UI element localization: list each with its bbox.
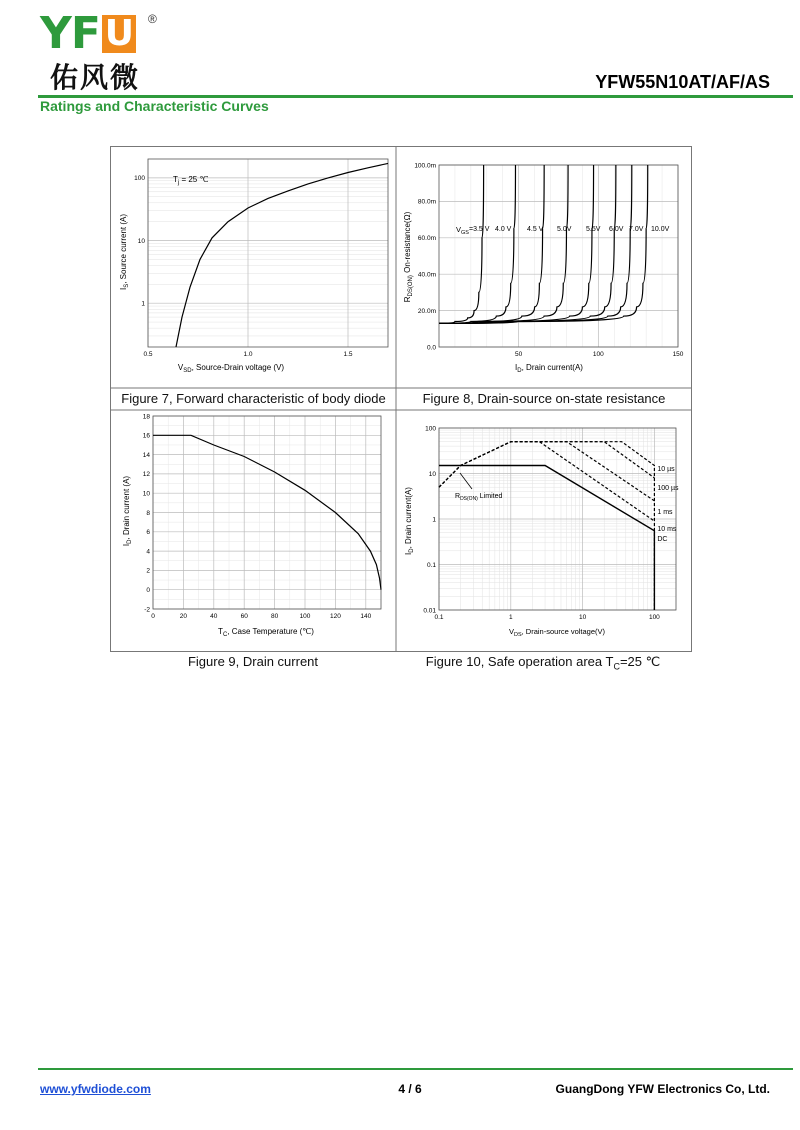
x-tick-label: 50 [515, 351, 523, 358]
x-tick-label: 0 [151, 613, 155, 620]
series-label: 5.5V [586, 226, 601, 233]
fig8-ylabel: $R_{DS(ON)}$ On-resistance(Ω) [403, 211, 414, 303]
x-tick-label: 10 [578, 614, 587, 621]
series-line-0 [176, 163, 388, 347]
fig9-ylabel: $I_D$, Drain current (A) [122, 475, 133, 547]
y-tick-label: 18 [142, 413, 150, 421]
x-tick-label: 100 [592, 351, 604, 358]
y-tick-label: 10 [137, 237, 145, 245]
page-number: 4 / 6 [398, 1082, 422, 1096]
fig7-xlabel: $V_{SD}$, Source-Drain voltage (V) [177, 363, 285, 374]
y-tick-label: 1 [432, 516, 436, 524]
series-line-3 [439, 442, 654, 521]
x-tick-label: 1.0 [243, 351, 253, 358]
series-label: 6.0V [609, 226, 624, 233]
fig10-ylabel: $I_D$, Drain current(A) [404, 487, 415, 555]
series-label: 10 ms [657, 526, 677, 533]
series-label: 5.0V [557, 226, 572, 233]
series-line-7 [439, 165, 648, 323]
x-tick-label: 40 [210, 613, 218, 620]
series-line-2 [439, 442, 654, 501]
figure-9-caption: Figure 9, Drain current [187, 654, 319, 669]
series-label: 10.0V [651, 226, 670, 233]
series-line-1 [439, 165, 515, 323]
series-label: 4.0 V [495, 226, 512, 233]
section-title: Ratings and Characteristic Curves [40, 98, 269, 114]
y-tick-label: 100.0m [414, 162, 436, 170]
figure-7-caption: Figure 7, Forward characteristic of body diode [121, 391, 386, 406]
x-tick-label: 20 [179, 613, 188, 620]
y-tick-label: 16 [142, 432, 150, 440]
series-line-3 [439, 165, 568, 323]
x-tick-label: 0.1 [434, 614, 444, 621]
company-logo [40, 8, 170, 94]
fig10-xlabel: $V_{DS}$, Drain-source voltage(V) [508, 627, 606, 638]
logo-wordmark [40, 8, 136, 59]
x-tick-label: 140 [360, 613, 372, 620]
company-name: GuangDong YFW Electronics Co, Ltd. [555, 1082, 770, 1096]
figure-9-chart [111, 411, 401, 663]
fig9-xlabel: $T_C$, Case Temperature (℃) [218, 627, 314, 638]
fig10-caption-text: Figure 10, Safe operation area T [425, 654, 614, 669]
footer-divider [38, 1068, 793, 1070]
series-label: 10 µs [657, 466, 675, 473]
series-label: DC [657, 536, 668, 543]
y-tick-label: 10 [428, 470, 436, 478]
figure-10-chart [397, 411, 687, 663]
y-tick-label: 1 [141, 300, 145, 308]
logo-letter-u: U [102, 15, 136, 53]
series-label: 1 ms [657, 509, 673, 516]
x-tick-label: 120 [329, 613, 341, 620]
y-tick-label: 8 [146, 509, 150, 517]
y-tick-label: -2 [144, 606, 150, 614]
figure-10-caption [396, 654, 690, 672]
series-line-6 [439, 165, 632, 323]
series-line-0 [439, 165, 484, 323]
plot-frame [148, 159, 388, 347]
series-label: =3.5 V [469, 226, 490, 233]
x-tick-label: 100 [648, 614, 660, 621]
series-line-5 [439, 165, 616, 323]
y-tick-label: 4 [146, 548, 150, 556]
registered-mark: ® [148, 12, 157, 26]
figures-grid [110, 146, 692, 652]
y-tick-label: 100 [425, 425, 436, 433]
logo-chinese-name: 佑风微 [50, 61, 141, 94]
website-link[interactable]: www.yfwdiode.com [40, 1082, 151, 1096]
figure-7-chart [111, 147, 401, 399]
x-tick-label: 0.5 [143, 351, 153, 358]
series-label: 4.5 V [527, 226, 544, 233]
y-tick-label: 6 [146, 529, 150, 537]
y-tick-label: 2 [146, 567, 150, 575]
y-tick-label: 20.0m [417, 307, 436, 315]
logo-letters: YF [40, 8, 100, 59]
series-label: 7.0V [629, 226, 644, 233]
x-tick-label: 1.5 [343, 351, 353, 358]
fig10-annotation: $R_{DS(ON)}$ Limited [455, 493, 503, 502]
y-tick-label: 40.0m [417, 271, 436, 279]
x-tick-label: 80 [270, 613, 279, 620]
x-tick-label: 1 [508, 614, 513, 621]
figure-8-chart [397, 147, 687, 399]
y-tick-label: 14 [142, 451, 150, 459]
figure-8-caption: Figure 8, Drain-source on-state resistance [422, 391, 666, 406]
x-tick-label: 60 [240, 613, 248, 620]
y-tick-label: 100 [134, 175, 145, 183]
y-tick-label: 0.1 [426, 561, 436, 569]
fig8-legend-prefix: $V_{GS}$ [456, 225, 469, 236]
y-tick-label: 0.0 [426, 344, 436, 352]
y-tick-label: 60.0m [417, 235, 436, 243]
fig7-ylabel: $I_S$, Source current (A) [119, 213, 130, 291]
fig10-caption-sub: C [613, 661, 620, 672]
y-tick-label: 12 [142, 471, 150, 479]
part-number: YFW55N10AT/AF/AS [595, 72, 770, 92]
y-tick-label: 0 [146, 587, 150, 594]
series-label: 100 µs [657, 485, 679, 492]
series-line-4 [439, 165, 594, 323]
y-tick-label: 10 [142, 490, 150, 498]
x-tick-label: 150 [672, 351, 684, 358]
fig8-xlabel: $I_D$, Drain current(A) [515, 363, 583, 374]
y-tick-label: 80.0m [417, 198, 436, 206]
fig7-annotation: $T_j = 25$ ℃ [173, 175, 209, 186]
fig10-caption-tail: =25 ℃ [619, 654, 661, 669]
x-tick-label: 100 [299, 613, 311, 620]
y-tick-label: 0.01 [423, 607, 436, 615]
